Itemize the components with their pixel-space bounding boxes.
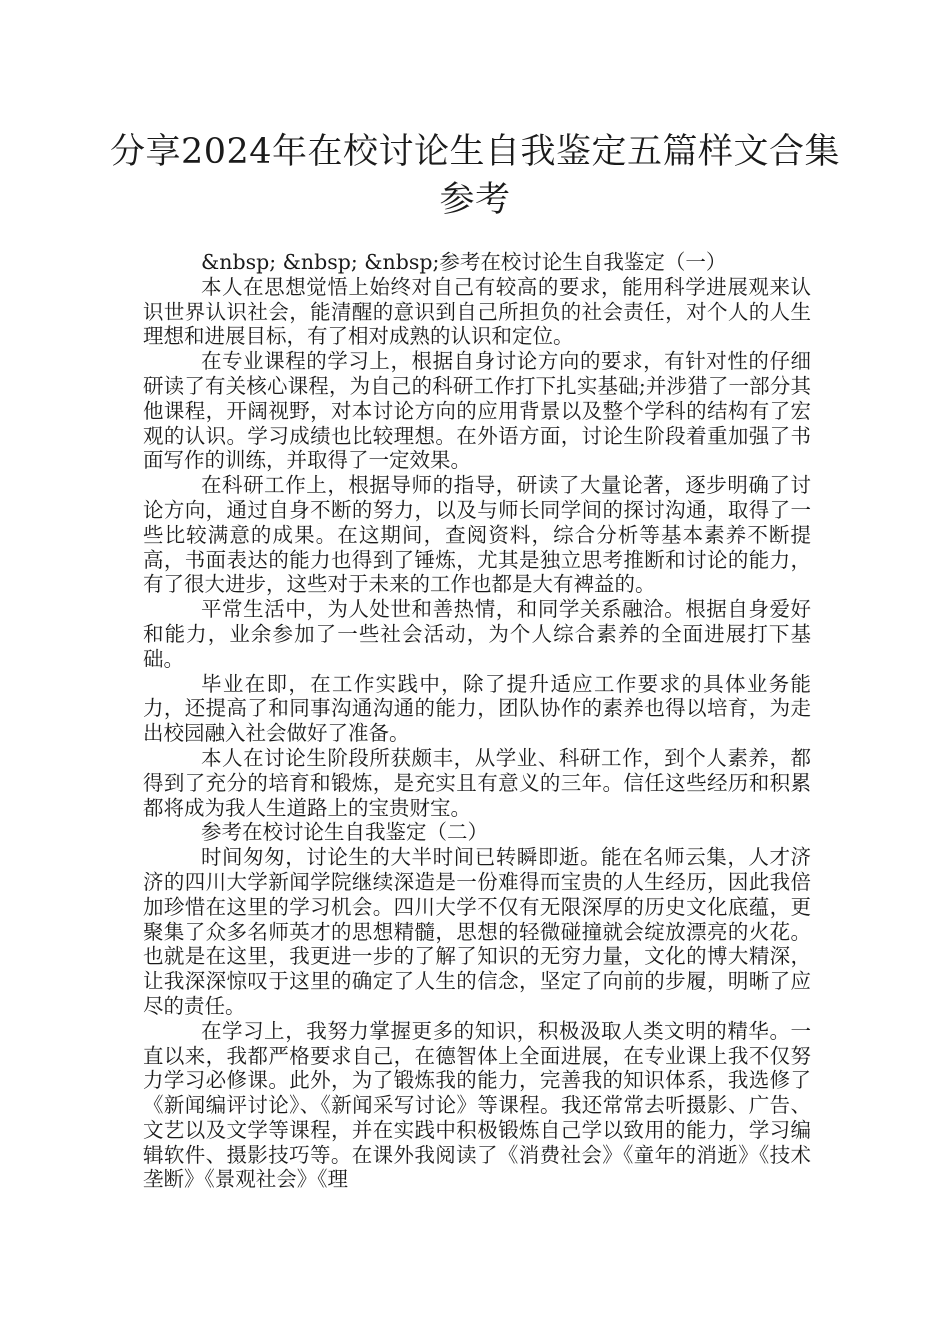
paragraph: 时间匆匆，讨论生的大半时间已转瞬即逝。能在名师云集，人才济济的四川大学新闻学院继续深造是一份难得而宝贵的人生经历，因此我倍加珍惜在这里的学习机会。四川大学不仅有无限深厚的历史文化底蕴，更聚集了众多名师英才的思想精髓，思想的轻微碰撞就会绽放漂亮的火花。也就是在这里，我更进一步的了解了知识的无穷力量，文化的博大精深，让我深深惊叹于这里的确定了人生的信念，坚定了向前的步履，明晰了应尽的责任。	[143, 845, 811, 1018]
paragraph: 平常生活中，为人处世和善热情，和同学关系融洽。根据自身爱好和能力，业余参加了一些社会活动，为个人综合素养的全面进展打下基础。	[143, 597, 811, 671]
paragraph: 在学习上，我努力掌握更多的知识，积极汲取人类文明的精华。一直以来，我都严格要求自己，在德智体上全面进展，在专业课上我不仅努力学习必修课。此外，为了锻炼我的能力，完善我的知识体系，我选修了《新闻编评讨论》、《新闻采写讨论》等课程。我还常常去听摄影、广告、文艺以及文学等课程，并在实践中积极锻炼自己学以致用的能力，学习编辑软件、摄影技巧等。在课外我阅读了《消费社会》《童年的消逝》《技术垄断》《景观社会》《理	[143, 1018, 811, 1192]
document-title: 分享2024年在校讨论生自我鉴定五篇样文合集参考	[109, 132, 841, 220]
document-body	[143, 250, 811, 1192]
paragraph: 在专业课程的学习上，根据自身讨论方向的要求，有针对性的仔细研读了有关核心课程，为自己的科研工作打下扎实基础;并涉猎了一部分其他课程，开阔视野，对本讨论方向的应用背景以及整个学科的结构有了宏观的认识。学习成绩也比较理想。在外语方面，讨论生阶段着重加强了书面写作的训练，并取得了一定效果。	[143, 349, 811, 473]
paragraph: 本人在思想觉悟上始终对自己有较高的要求，能用科学进展观来认识世界认识社会，能清醒的意识到自己所担负的社会责任，对个人的人生理想和进展目标，有了相对成熟的认识和定位。	[143, 274, 811, 349]
paragraph: 毕业在即，在工作实践中，除了提升适应工作要求的具体业务能力，还提高了和同事沟通沟通的能力，团队协作的素养也得以培育，为走出校园融入社会做好了准备。	[143, 671, 811, 746]
section-heading: 参考在校讨论生自我鉴定（二）	[201, 820, 488, 845]
paragraph: 在科研工作上，根据导师的指导，研读了大量论著，逐步明确了讨论方向，通过自身不断的努力，以及与师长同学间的探讨沟通，取得了一些比较满意的成果。在这期间，查阅资料，综合分析等基本素养不断提高，书面表达的能力也得到了锤炼，尤其是独立思考推断和讨论的能力，有了很大进步，这些对于未来的工作也都是大有裨益的。	[143, 473, 811, 597]
section-heading: &nbsp; &nbsp; &nbsp;参考在校讨论生自我鉴定（一）	[201, 250, 727, 274]
paragraph: 本人在讨论生阶段所获颇丰，从学业、科研工作，到个人素养，都得到了充分的培育和锻炼，是充实且有意义的三年。信任这些经历和积累都将成为我人生道路上的宝贵财宝。	[143, 745, 811, 820]
